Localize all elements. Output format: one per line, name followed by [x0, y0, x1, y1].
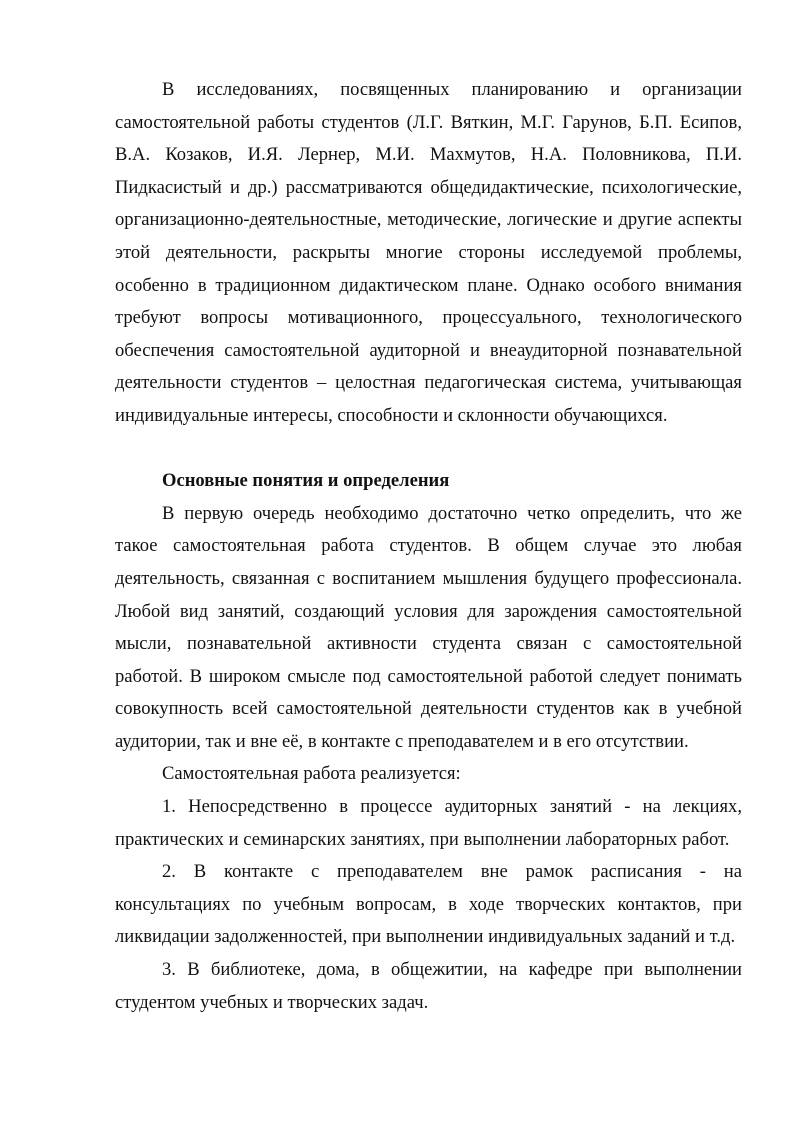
list-item-1: 1. Непосредственно в процессе аудиторных занятий - на лекциях, практических и семинарских занятиях, при выполнении лабораторных работ. — [115, 796, 742, 850]
document-page — [115, 74, 742, 1019]
list-item-2: 2. В контакте с преподавателем вне рамок расписания - на консультациях по учебным вопросам, в ходе творческих контактов, при ликвидации задолженностей, при выполнении индивидуальных заданий и т.д. — [115, 861, 742, 948]
list-item-3: 3. В библиотеке, дома, в общежитии, на кафедре при выполнении студентом учебных и творческих задач. — [115, 959, 742, 1013]
section-heading: Основные понятия и определения — [162, 470, 450, 492]
intro-paragraph: В исследованиях, посвященных планированию и организации самостоятельной работы студентов (Л.Г. Вяткин, М.Г. Гарунов, Б.П. Есипов, В.А. Козаков, И.Я. Лернер, М.И. Махмутов, Н.А. Половникова, П.И. Пидкасистый и др.) рассматриваются общедидактические, психологические, организационно-деятельностные, методические, логические и другие аспекты этой деятельности, раскрыты многие стороны исследуемой проблемы, особенно в традиционном дидактическом плане. Однако особого внимания требуют вопросы мотивационного, процессуального, технологического обеспечения самостоятельной аудиторной и внеаудиторной познавательной деятельности студентов – целостная педагогическая система, учитывающая индивидуальные интересы, способности и склонности обучающихся. — [115, 79, 742, 426]
list-intro-paragraph: Самостоятельная работа реализуется: — [162, 763, 461, 785]
definition-paragraph: В первую очередь необходимо достаточно четко определить, что же такое самостоятельная работа студентов. В общем случае это любая деятельность, связанная с воспитанием мышления будущего профессионала. Любой вид занятий, создающий условия для зарождения самостоятельной мысли, познавательной активности студента связан с самостоятельной работой. В широком смысле под самостоятельной работой следует понимать совокупность всей самостоятельной деятельности студентов как в учебной аудитории, так и вне её, в контакте с преподавателем и в его отсутствии. — [115, 502, 742, 752]
